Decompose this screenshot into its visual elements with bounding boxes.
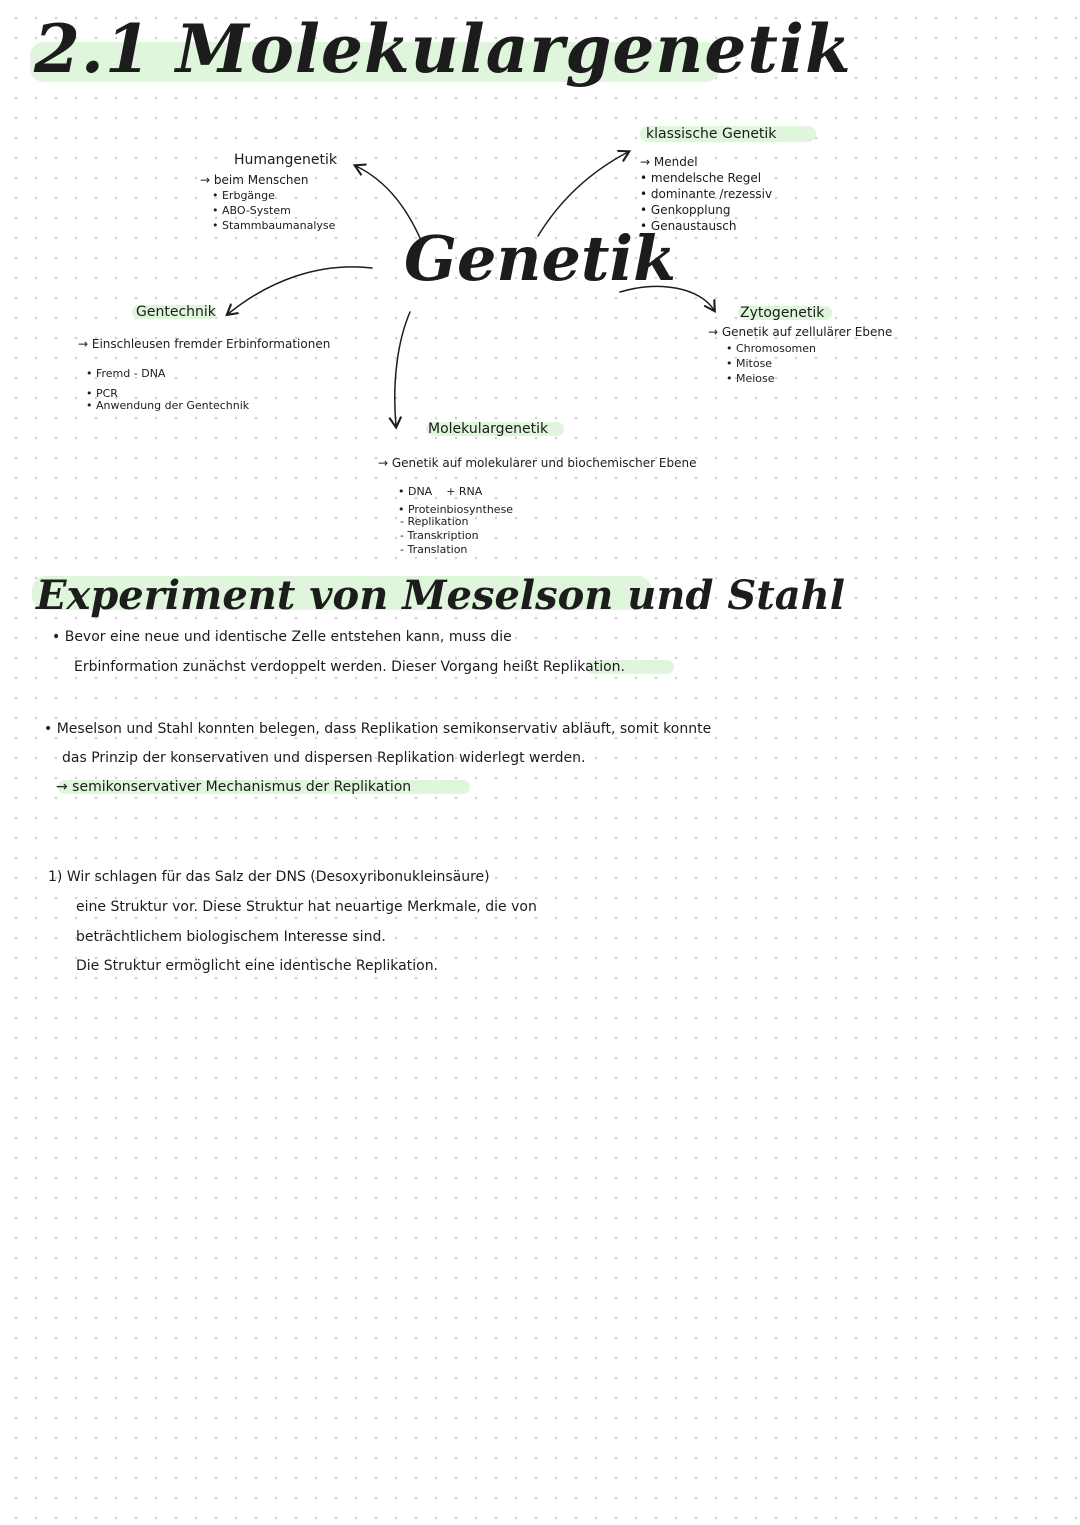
klassisch-heading: klassische Genetik (646, 126, 777, 142)
list-item: • Erbgänge (212, 189, 275, 202)
zyto-heading: Zytogenetik (740, 305, 825, 321)
humangenetik-intro: → beim Menschen (200, 173, 309, 187)
zyto-list (726, 341, 816, 386)
list-item: • Chromosomen (726, 342, 817, 355)
list-item: • mendelsche Regel (640, 171, 762, 185)
center-genetik: Genetik (404, 222, 677, 295)
list-item: • Mitose (726, 357, 773, 370)
list-item: → Mendel (640, 155, 698, 169)
list-item: • dominante /rezessiv (640, 187, 773, 201)
experiment-paragraph-1-text: Erbinformation zunächst verdoppelt werden. Dieser Vorgang heißt (74, 659, 543, 675)
list-item: • ABO-System (212, 204, 291, 217)
humangenetik-list (212, 188, 335, 233)
list-item: - Transkription (400, 529, 479, 542)
experiment-paragraph-2-line-3: → semikonservativer Mechanismus der Replikation (56, 779, 412, 795)
gentechnik-item-fremd-dna: • Fremd - DNA (86, 367, 166, 380)
experiment-paragraph-2-line-1: • Meselson und Stahl konnten belegen, dass Replikation semikonservativ abläuft, somit konnte (44, 721, 712, 737)
list-item: • Meiose (726, 372, 775, 385)
molekular-sublist (400, 515, 479, 557)
molekular-heading: Molekulargenetik (428, 421, 549, 437)
experiment-paragraph-1-line-1: • Bevor eine neue und identische Zelle entstehen kann, muss die (52, 629, 512, 645)
klassisch-list (640, 154, 772, 234)
experiment-paragraph-2-line-2: das Prinzip der konservativen und dispersen Replikation widerlegt werden. (62, 750, 586, 766)
arrow-molekulargenetik (395, 312, 410, 426)
list-item: • Genaustausch (640, 219, 737, 233)
list-item: • Stammbaumanalyse (212, 219, 336, 232)
replikation-term: Replikation. (542, 659, 626, 675)
molekular-intro: → Genetik auf molekularer und biochemischer Ebene (378, 456, 697, 470)
experiment-paragraph-3-line-2: eine Struktur vor. Diese Struktur hat neuartige Merkmale, die von (76, 899, 537, 915)
gentechnik-item-anwendung: • Anwendung der Gentechnik (86, 399, 250, 412)
gentechnik-item-pcr: • PCR (86, 387, 118, 400)
molekular-proteinbiosynthese: • Proteinbiosynthese (398, 503, 514, 516)
arrow-gentechnik (228, 267, 372, 314)
list-item: - Translation (400, 543, 468, 556)
molekular-dna-rna: • DNA + RNA (398, 485, 483, 498)
list-item: • Genkopplung (640, 203, 731, 217)
experiment-paragraph-1-line-2 (74, 652, 625, 682)
list-item: - Replikation (400, 515, 469, 528)
zyto-intro: → Genetik auf zellulärer Ebene (708, 325, 893, 339)
page-title: 2.1 Molekulargenetik (34, 10, 852, 88)
gentechnik-intro: → Einschleusen fremder Erbinformationen (78, 337, 331, 351)
experiment-paragraph-3-line-4: Die Struktur ermöglicht eine identische Replikation. (76, 958, 439, 974)
experiment-paragraph-3-line-3: beträchtlichem biologischem Interesse sind. (76, 929, 386, 945)
humangenetik-heading: Humangenetik (234, 152, 337, 168)
gentechnik-heading: Gentechnik (136, 304, 216, 320)
experiment-heading: Experiment von Meselson und Stahl (36, 572, 845, 619)
experiment-paragraph-3-line-1: 1) Wir schlagen für das Salz der DNS (Desoxyribonukleinsäure) (48, 869, 490, 885)
